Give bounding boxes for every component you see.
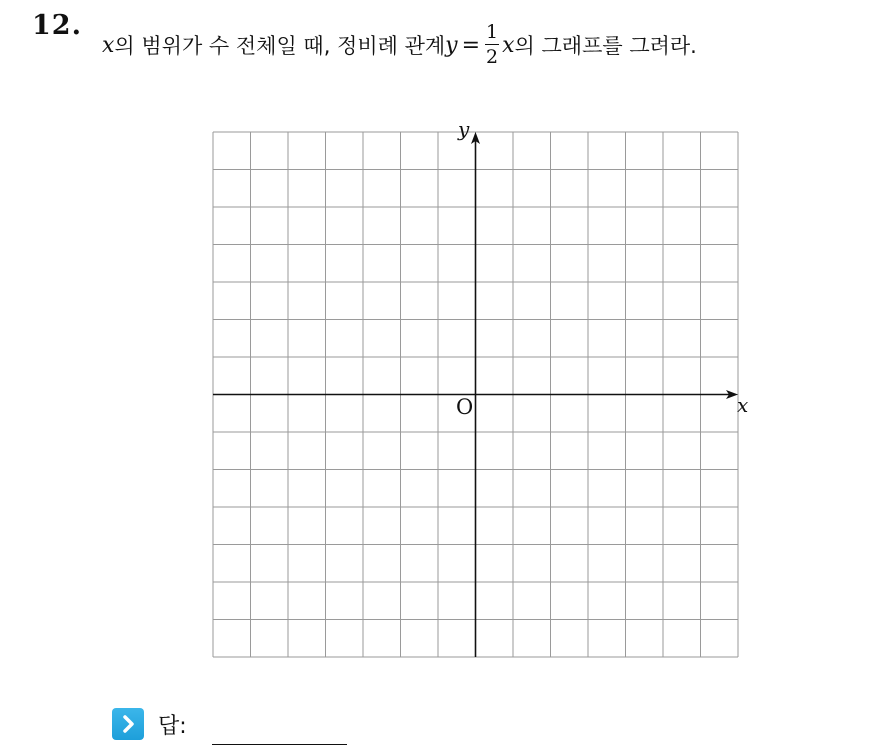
chevron-right-glyph bbox=[118, 714, 138, 734]
question-body: 의 범위가 수 전체일 때, 정비례 관계 bbox=[114, 34, 446, 58]
equation-rhs-var: x bbox=[502, 32, 515, 58]
fraction-numerator: 1 bbox=[486, 20, 499, 43]
origin-label: O bbox=[456, 395, 474, 419]
question-tail: 의 그래프를 그려라. bbox=[514, 34, 697, 58]
equation-lhs: y bbox=[445, 32, 458, 58]
equation-equals: = bbox=[461, 32, 481, 58]
question-number: 12. bbox=[32, 10, 82, 41]
answer-label: 답: bbox=[158, 713, 187, 739]
answer-blank[interactable] bbox=[212, 744, 347, 745]
x-axis-label: x bbox=[737, 393, 749, 417]
y-axis-label: y bbox=[458, 117, 470, 141]
answer-row bbox=[112, 708, 187, 740]
chevron-right-icon bbox=[112, 708, 144, 740]
axes bbox=[213, 132, 738, 657]
question-variable-x: x bbox=[102, 32, 115, 58]
fraction-denominator: 2 bbox=[486, 46, 499, 69]
